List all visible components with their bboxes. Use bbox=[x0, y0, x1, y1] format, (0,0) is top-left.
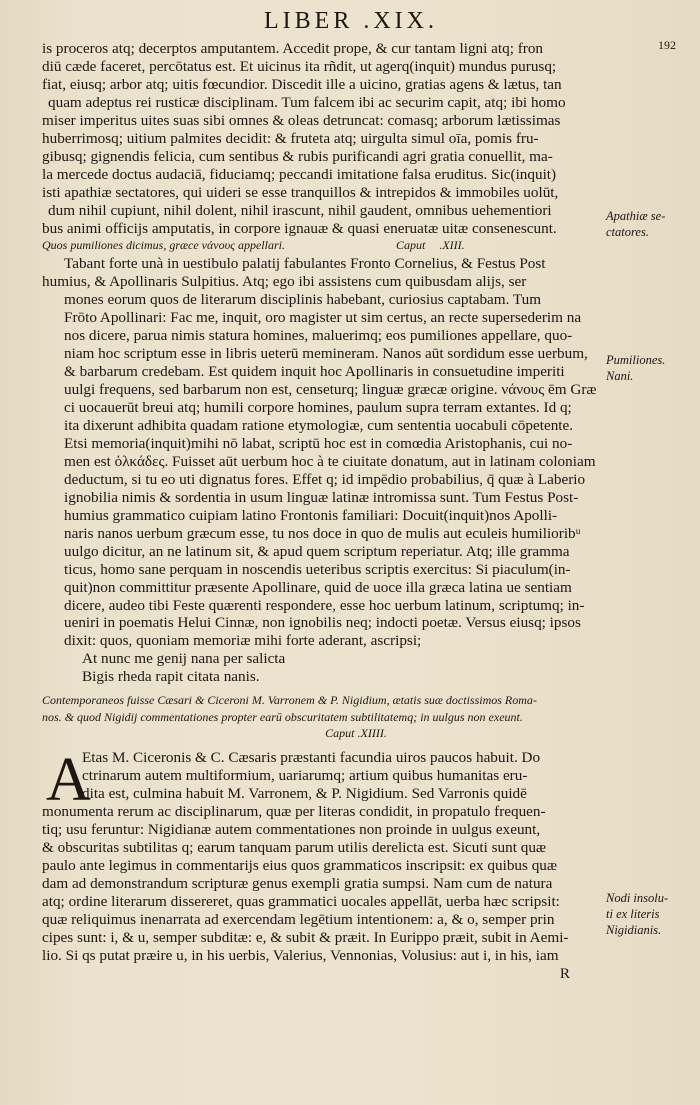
chapter-13-heading bbox=[42, 237, 600, 255]
chapter-13-caption: Quos pumiliones dicimus, græce νάνους appellari. bbox=[42, 238, 285, 253]
text-line: miser imperitus uites suas sibi omnes & oleas detruncat: comasq; arborum lætissimas bbox=[42, 111, 561, 129]
text-line: paulo ante legimus in commentarijs eius quos grammaticos inscripsit: ex quibus quæ bbox=[42, 856, 558, 874]
text-line: is proceros atq; decerptos amputantem. Accedit prope, & cur tantam ligni atq; fron bbox=[42, 40, 544, 57]
text-line: la mercede doctus audaciā, fiduciamq; peccandi imitatione falsa eruditus. Sic(inquit) bbox=[42, 165, 557, 183]
margin-note-line: Nigidianis. bbox=[606, 923, 662, 937]
text-line: ignobilia nimis & sordentia in usum linguæ latinæ intromissa sunt. Tum Festus Post- bbox=[64, 488, 579, 506]
text-line: dam ad demonstrandum scripturæ genus exempli gratia sumpsi. Nam cum de natura bbox=[42, 874, 553, 892]
text-line: dum nihil cupiunt, nihil dolent, nihil irascunt, nihil gaudent, omnibus uehementiori bbox=[48, 201, 552, 219]
text-line: ita dixerunt adhibita quadam ratione etymologiæ, cum sententia uocabuli cōpetente. bbox=[64, 417, 574, 434]
margin-note-pumiliones bbox=[606, 352, 698, 384]
text-line: Etsi memoria(inquit)mihi nō labat, scriptū hoc est in comœdia Aristophanis, cui no- bbox=[64, 434, 573, 452]
text-line: quit)non committitur præsente Apollinare, quid de uoce illa græca latina ue sentiam bbox=[64, 578, 572, 596]
text-line: dixit: quos, quoniam memoriæ mihi forte aderant, ascripsi; bbox=[64, 632, 422, 650]
chapter-13-caput: Caput bbox=[396, 238, 426, 253]
margin-note-apathiae bbox=[606, 208, 698, 240]
margin-note-line: Nani. bbox=[606, 369, 634, 383]
main-text-column bbox=[42, 40, 600, 983]
catchword: R bbox=[559, 964, 570, 982]
text-line: uulgo dicitur, an ne latinum sit, & apud quem scriptum reperiatur. Atq; ille gramma bbox=[64, 542, 570, 560]
text-line: & obscuritas subtilitas q; earum tanquam parum utilis derelicta est. Sicuti sunt quæ bbox=[42, 839, 547, 857]
text-line: Etas M. Ciceronis & C. Cæsaris præstanti facundia uiros paucos habuit. Do bbox=[82, 749, 541, 767]
text-line: deductum, si tu eo uti dignatus fores. Effet q; id impēdio probabilius, q̄ quæ à Laberio bbox=[64, 470, 586, 488]
text-line: quæ reliquimus inenarrata ad exercendam legētium intentionem: a, & o, semper prin bbox=[42, 910, 555, 928]
margin-note-line: ti ex literis bbox=[606, 907, 660, 921]
text-line: isti apathiæ sectatores, qui uideri se esse tranquillos & intrepidos & immobiles uolūt, bbox=[42, 183, 559, 201]
chapter-14-numeral: .XIIII. bbox=[357, 726, 387, 741]
margin-note-line: Apathiæ se- bbox=[606, 209, 666, 223]
page-number: 192 bbox=[658, 38, 676, 52]
text-line: humius, & Apollinaris Sulpitius. Atq; ego ibi assistens cum quibusdam alijs, ser bbox=[42, 273, 527, 291]
text-line: & barbarum credebam. Est quidem inquit hoc Apollinaris in consuetudine imperiti bbox=[64, 363, 565, 381]
text-line: quam adeptus rei rusticæ disciplinam. Tum falcem ibi ac securim capit, atq; ibi homo bbox=[48, 93, 566, 111]
text-line: fiat, eiusq; arbor atq; uitis fœcundior. Discedit ille a uicino, gratias agens & lætus, tan bbox=[42, 75, 562, 93]
text-line: bus animi officijs amputatis, in corpore ignauæ & quasi eneruatæ uitæ consenescunt. bbox=[42, 219, 557, 237]
text-line: uulgi frequens, sed barbarum non est, censeturq; linguæ græcæ origine. νάνους ēm Græ bbox=[64, 381, 597, 399]
text-line: huberrimosq; uitium palmites decidit: & fruteta atq; uirgulta simul oīa, pomis fru- bbox=[42, 129, 539, 147]
text-line: gibusq; gignendis felicia, cum sentibus & rubis purificandi agri gratia conuellit, ma- bbox=[42, 147, 553, 165]
text-line: Frōto Apollinari: Fac me, inquit, oro magister ut sim certus, an recte supersederim na bbox=[64, 309, 582, 327]
text-line: humius grammatico cuipiam latino Frontonis familiari: Docuit(inquit)nos Apolli- bbox=[64, 506, 558, 524]
text-line: ctrinarum autem multiformium, uariarumq; artium quibus humanitas eru- bbox=[82, 767, 528, 785]
text-line: lio. Si qs putat præire u, in his uerbis, Valerius, Vennonias, Volusius: aut i, in his, iam bbox=[42, 946, 559, 964]
margin-note-nodi bbox=[606, 890, 698, 938]
text-line: dita est, culmina habuit M. Varronem, & P. Nigidium. Sed Varronis quidē bbox=[82, 785, 527, 803]
text-line: dicere, audeo tibi Feste quærenti respondere, esse hoc uerbum latinum, scriptumq; in- bbox=[64, 596, 585, 614]
text-line: cipes sunt: i, & u, semper subditæ: e, & subit & præit. In Eurippo præit, subit in Aemi- bbox=[42, 928, 569, 946]
margin-note-line: ctatores. bbox=[606, 225, 649, 239]
text-line: Tabant forte unà in uestibulo palatij fabulantes Fronto Cornelius, & Festus Post bbox=[64, 255, 546, 273]
text-line: niam hoc scriptum esse in libris ueterū memineram. Nanos aūt sordidum esse uerbum, bbox=[64, 345, 588, 363]
text-line: ticus, homo sane perquam in noscendis ueteribus scriptis exercitus: Si piaculum(in- bbox=[64, 560, 571, 578]
text-line: men est ὁλκάδες. Fuisset aūt uerbum hoc à te ciuitate donatum, aut in latinam coloniam bbox=[64, 452, 596, 470]
text-line: atq; ordine literarum dissereret, quas grammatici uocales appellāt, uerba hæc scripsit: bbox=[42, 892, 560, 910]
chapter-14-caput: Caput bbox=[325, 726, 355, 741]
chapter-13-numeral: .XIII. bbox=[439, 238, 465, 253]
margin-note-line: Pumiliones. bbox=[606, 353, 666, 367]
section-1 bbox=[42, 40, 600, 237]
section-2 bbox=[42, 255, 600, 686]
chapter-14-summary-line: nos. & quod Nigidij commentationes propter earū obscuritatem subtilitatemq; in uulgus non exeunt. bbox=[42, 709, 523, 724]
drop-cap: A bbox=[46, 746, 91, 815]
chapter-14-heading bbox=[42, 692, 600, 743]
text-line: mones eorum quos de literarum disciplinis habebant, curiosius captabam. Tum bbox=[64, 291, 542, 309]
chapter-14-caput-label bbox=[42, 725, 600, 743]
text-line: tiq; usu feruntur: Nigidianæ autem commentationes non proinde in uulgus exeunt, bbox=[42, 821, 541, 839]
chapter-14-summary-line: Contemporaneos fuisse Cæsari & Ciceroni M. Varronem & P. Nigidium, ætatis suæ doctissimos Roma- bbox=[42, 693, 537, 708]
section-3 bbox=[42, 746, 600, 982]
text-line: naris nanos uerbum græcum esse, tu nos doce in quo de mulis aut eculeis humilioribᵘ bbox=[64, 524, 581, 542]
verse-line: At nunc me genij nana per salicta bbox=[82, 650, 286, 668]
text-line: monumenta rerum ac disciplinarum, quæ per literas condidit, in propatulo frequen- bbox=[42, 803, 546, 821]
text-line: diū cæde faceret, percōtatus est. Et uicinus ita rñdit, ut agerq(inquit) mundus purusq; bbox=[42, 57, 557, 75]
verse-line: Bigis rheda rapit citata nanis. bbox=[82, 668, 260, 686]
text-line: ueniri in poematis Helui Cinnæ, non ignobilis neq; indocti poetæ. Versus eiusq; ipsos bbox=[64, 614, 581, 632]
text-line: ci uocauerūt breui atq; humili corpore homines, paulum supra terram extantes. Id q; bbox=[64, 399, 572, 417]
text-line: nos dicere, parua nimis statura homines, maluerimq; eos pumiliones appellare, quo- bbox=[64, 327, 573, 345]
margin-note-line: Nodi insolu- bbox=[606, 891, 669, 905]
running-head: LIBER .XIX. bbox=[264, 8, 438, 34]
